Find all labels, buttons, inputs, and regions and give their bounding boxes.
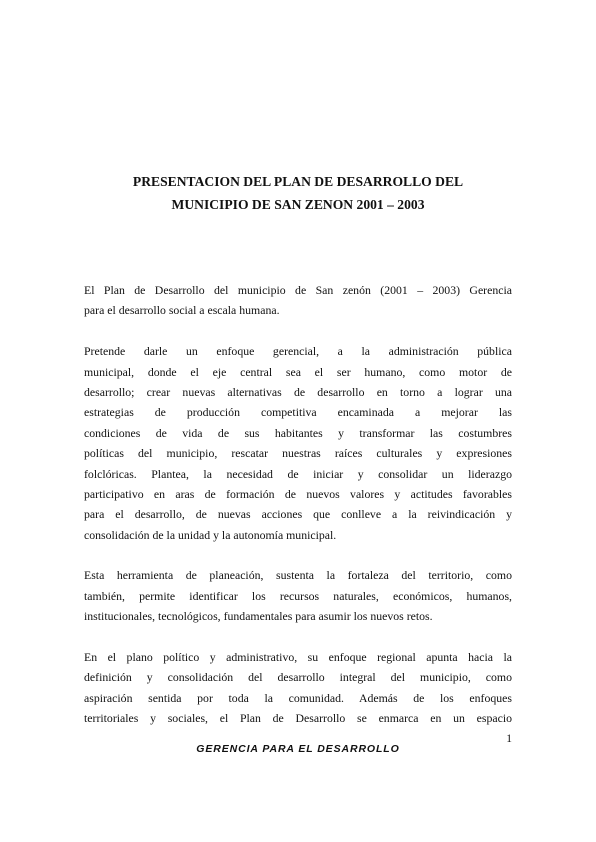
page-number: 1 [506,733,512,745]
text-line: definición y consolidación del desarrollo integral del municipio, como [84,670,512,685]
text-line: En el plano político y administrativo, su enfoque regional apunta hacia la [84,650,512,665]
text-line: para el desarrollo, de nuevas acciones que conlleve a la reivindicación y [84,507,512,522]
text-line: Esta herramienta de planeación, sustenta la fortaleza del territorio, como [84,568,512,583]
text-line: municipal, donde el eje central sea el ser humano, como motor de [84,364,512,379]
paragraph-4 [84,647,512,729]
text-line: Pretende darle un enfoque gerencial, a la administración pública [84,344,512,359]
text-line: políticas del municipio, rescatar nuestras raíces culturales y expresiones [84,446,512,461]
paragraph-3 [84,565,512,626]
paragraph-2 [84,341,512,545]
text-line: folclóricas. Plantea, la necesidad de iniciar y consolidar un liderazgo [84,466,512,481]
document-title [84,170,512,216]
paragraph-1 [84,280,512,321]
text-line: para el desarrollo social a escala humana. [84,303,280,318]
page-footer: GERENCIA PARA EL DESARROLLO [196,743,400,755]
text-line: también, permite identificar los recursos naturales, económicos, humanos, [84,588,512,603]
text-line: aspiración sentida por toda la comunidad. Además de los enfoques [84,690,512,705]
title-line-2: MUNICIPIO DE SAN ZENON 2001 – 2003 [171,197,425,212]
text-line: institucionales, tecnológicos, fundamentales para asumir los nuevos retos. [84,609,433,624]
text-line: estrategias de producción competitiva encaminada a mejorar las [84,405,512,420]
text-line: participativo en aras de formación de nuevos valores y actitudes favorables [84,486,512,501]
title-line-1: PRESENTACION DEL PLAN DE DESARROLLO DEL [132,174,464,189]
text-line: condiciones de vida de sus habitantes y transformar las costumbres [84,425,512,440]
text-line: El Plan de Desarrollo del municipio de San zenón (2001 – 2003) Gerencia [84,283,512,297]
text-line: territoriales y sociales, el Plan de Desarrollo se enmarca en un espacio [84,711,512,726]
text-line: desarrollo; crear nuevas alternativas de desarrollo en torno a lograr una [84,384,512,399]
body-text [84,280,512,749]
text-line: consolidación de la unidad y la autonomía municipal. [84,527,337,542]
